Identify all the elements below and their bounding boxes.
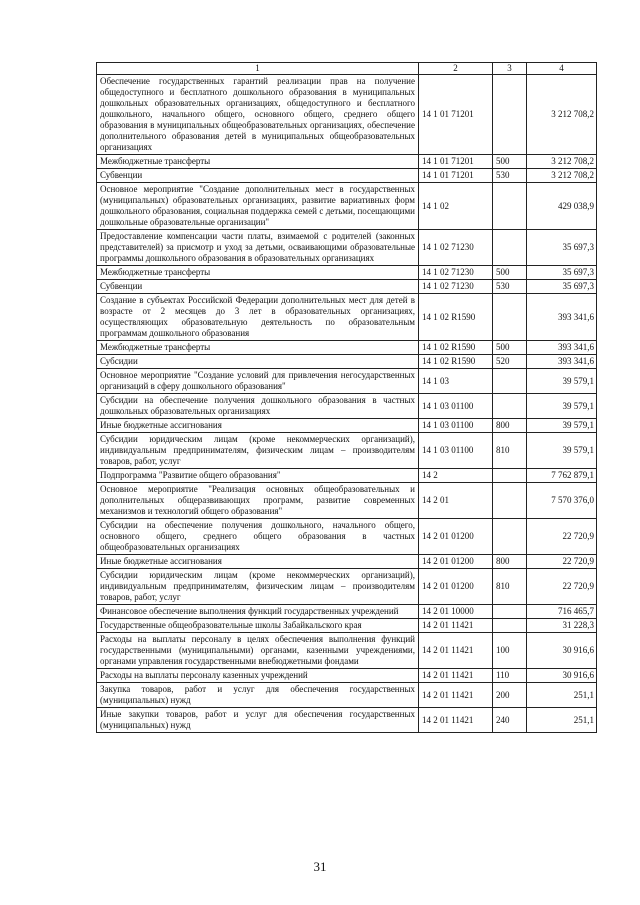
row-type-cell [493,469,527,483]
table-row [97,169,597,183]
row-name-cell: Субвенции [97,169,419,183]
row-sum-cell: 30 916,6 [527,669,597,683]
table-header-row [97,63,597,75]
row-code-cell: 14 1 02 71230 [419,280,493,294]
row-type-cell: 800 [493,555,527,569]
row-sum-cell: 22 720,9 [527,519,597,555]
table-row [97,683,597,708]
row-code-cell: 14 1 03 [419,369,493,394]
row-type-cell: 240 [493,708,527,733]
page-number: 31 [313,859,327,874]
table-row [97,341,597,355]
table-row [97,230,597,266]
row-type-cell: 810 [493,433,527,469]
table-row [97,355,597,369]
row-sum-cell: 39 579,1 [527,394,597,419]
row-name-cell: Субсидии юридическим лицам (кроме некоммерческих организаций), индивидуальным предпринимателям, физическим лицам – производителям товаров, работ, услуг [97,433,419,469]
table-row [97,619,597,633]
row-type-cell: 810 [493,569,527,605]
table-body [97,75,597,733]
row-code-cell: 14 2 [419,469,493,483]
row-type-cell: 520 [493,355,527,369]
row-type-cell [493,183,527,230]
header-cell-code: 2 [419,63,493,75]
row-type-cell [493,294,527,341]
row-code-cell: 14 2 01 10000 [419,605,493,619]
row-sum-cell: 39 579,1 [527,433,597,469]
row-type-cell: 200 [493,683,527,708]
table-row [97,469,597,483]
row-name-cell: Основное мероприятие "Реализация основных общеобразовательных и дополнительных общеразвивающих программ, развитие современных механизмов и технологий общего образования" [97,483,419,519]
row-type-cell [493,75,527,155]
row-code-cell: 14 2 01 01200 [419,569,493,605]
row-sum-cell: 22 720,9 [527,555,597,569]
row-name-cell: Обеспечение государственных гарантий реализации прав на получение общедоступного и бесплатного дошкольного образования в муниципальных дошкольных образовательных организациях, общедоступного и бесплатного дошкольного, начального общего, основного общего, среднего общего образования в муниципальных общеобразовательных организациях, обеспечение дополнительного образования детей в муниципальных общеобразовательных организациях [97,75,419,155]
row-type-cell: 110 [493,669,527,683]
row-name-cell: Субсидии [97,355,419,369]
row-type-cell: 500 [493,155,527,169]
row-name-cell: Межбюджетные трансферты [97,341,419,355]
row-code-cell: 14 1 01 71201 [419,169,493,183]
row-type-cell [493,369,527,394]
row-type-cell [493,483,527,519]
row-sum-cell: 39 579,1 [527,369,597,394]
header-cell-type: 3 [493,63,527,75]
row-sum-cell: 429 038,9 [527,183,597,230]
row-sum-cell: 30 916,6 [527,633,597,669]
header-cell-name: 1 [97,63,419,75]
table-row [97,266,597,280]
row-code-cell: 14 1 03 01100 [419,419,493,433]
table-row [97,569,597,605]
row-name-cell: Расходы на выплаты персоналу казенных учреждений [97,669,419,683]
row-sum-cell: 3 212 708,2 [527,155,597,169]
row-code-cell: 14 1 02 R1590 [419,294,493,341]
row-type-cell: 800 [493,419,527,433]
row-sum-cell: 39 579,1 [527,419,597,433]
table-row [97,75,597,155]
row-type-cell [493,619,527,633]
row-code-cell: 14 1 03 01100 [419,394,493,419]
row-sum-cell: 251,1 [527,683,597,708]
row-code-cell: 14 2 01 [419,483,493,519]
table-row [97,555,597,569]
header-cell-sum: 4 [527,63,597,75]
row-sum-cell: 22 720,9 [527,569,597,605]
row-sum-cell: 393 341,6 [527,341,597,355]
row-name-cell: Межбюджетные трансферты [97,155,419,169]
row-sum-cell: 716 465,7 [527,605,597,619]
row-name-cell: Финансовое обеспечение выполнения функций государственных учреждений [97,605,419,619]
row-code-cell: 14 1 02 [419,183,493,230]
row-code-cell: 14 2 01 11421 [419,669,493,683]
row-name-cell: Создание в субъектах Российской Федерации дополнительных мест для детей в возрасте от 2 месяцев до 3 лет в образовательных организациях, осуществляющих образовательную деятельность по образовательным программам дошкольного образования [97,294,419,341]
row-sum-cell: 35 697,3 [527,266,597,280]
row-sum-cell: 7 762 879,1 [527,469,597,483]
row-type-cell: 500 [493,341,527,355]
row-name-cell: Иные бюджетные ассигнования [97,555,419,569]
row-type-cell [493,605,527,619]
table-row [97,419,597,433]
row-sum-cell: 3 212 708,2 [527,169,597,183]
row-code-cell: 14 1 03 01100 [419,433,493,469]
table-row [97,280,597,294]
row-code-cell: 14 1 02 R1590 [419,355,493,369]
row-name-cell: Иные бюджетные ассигнования [97,419,419,433]
row-sum-cell: 35 697,3 [527,280,597,294]
row-code-cell: 14 1 01 71201 [419,75,493,155]
row-name-cell: Субсидии юридическим лицам (кроме некоммерческих организаций), индивидуальным предпринимателям, физическим лицам – производителям товаров, работ, услуг [97,569,419,605]
table-row [97,708,597,733]
row-type-cell [493,394,527,419]
row-sum-cell: 31 228,3 [527,619,597,633]
row-name-cell: Иные закупки товаров, работ и услуг для обеспечения государственных (муниципальных) нужд [97,708,419,733]
row-code-cell: 14 1 02 71230 [419,230,493,266]
row-code-cell: 14 1 02 R1590 [419,341,493,355]
row-code-cell: 14 2 01 01200 [419,519,493,555]
row-type-cell [493,519,527,555]
row-name-cell: Предоставление компенсации части платы, взимаемой с родителей (законных представителей) за присмотр и уход за детьми, осваивающими образовательные программы дошкольного образования в образовательных организациях [97,230,419,266]
row-name-cell: Субвенции [97,280,419,294]
row-name-cell: Основное мероприятие "Создание дополнительных мест в государственных (муниципальных) образовательных организациях, развитие вариативных форм дошкольного образования, социальная поддержка семей с детьми, посещающими дошкольные образовательные организации" [97,183,419,230]
row-name-cell: Основное мероприятие "Создание условий для привлечения негосударственных организаций в сферу дошкольного образования" [97,369,419,394]
row-sum-cell: 35 697,3 [527,230,597,266]
row-code-cell: 14 2 01 11421 [419,633,493,669]
row-code-cell: 14 2 01 01200 [419,555,493,569]
row-code-cell: 14 2 01 11421 [419,683,493,708]
row-code-cell: 14 1 02 71230 [419,266,493,280]
row-name-cell: Субсидии на обеспечение получения дошкольного, начального общего, основного общего, среднего общего образования в частных общеобразовательных организациях [97,519,419,555]
row-type-cell: 530 [493,280,527,294]
row-sum-cell: 251,1 [527,708,597,733]
row-sum-cell: 7 570 376,0 [527,483,597,519]
row-type-cell: 500 [493,266,527,280]
table-row [97,394,597,419]
table-row [97,633,597,669]
row-sum-cell: 393 341,6 [527,294,597,341]
table-row [97,155,597,169]
table-row [97,369,597,394]
row-code-cell: 14 2 01 11421 [419,619,493,633]
row-name-cell: Закупка товаров, работ и услуг для обеспечения государственных (муниципальных) нужд [97,683,419,708]
row-name-cell: Расходы на выплаты персоналу в целях обеспечения выполнения функций государственными (муниципальными) органами, казенными учреждениями, органами управления государственными внебюджетными фондами [97,633,419,669]
row-name-cell: Государственные общеобразовательные школы Забайкальского края [97,619,419,633]
table-row [97,483,597,519]
table-row [97,433,597,469]
row-name-cell: Подпрограмма "Развитие общего образования" [97,469,419,483]
row-name-cell: Межбюджетные трансферты [97,266,419,280]
row-sum-cell: 393 341,6 [527,355,597,369]
row-type-cell [493,230,527,266]
row-code-cell: 14 1 01 71201 [419,155,493,169]
table-row [97,605,597,619]
table-row [97,294,597,341]
row-sum-cell: 3 212 708,2 [527,75,597,155]
row-type-cell: 530 [493,169,527,183]
budget-table [96,62,597,733]
row-type-cell: 100 [493,633,527,669]
table-row [97,183,597,230]
table-row [97,519,597,555]
table-row [97,669,597,683]
row-name-cell: Субсидии на обеспечение получения дошкольного образования в частных дошкольных образовательных организациях [97,394,419,419]
row-code-cell: 14 2 01 11421 [419,708,493,733]
